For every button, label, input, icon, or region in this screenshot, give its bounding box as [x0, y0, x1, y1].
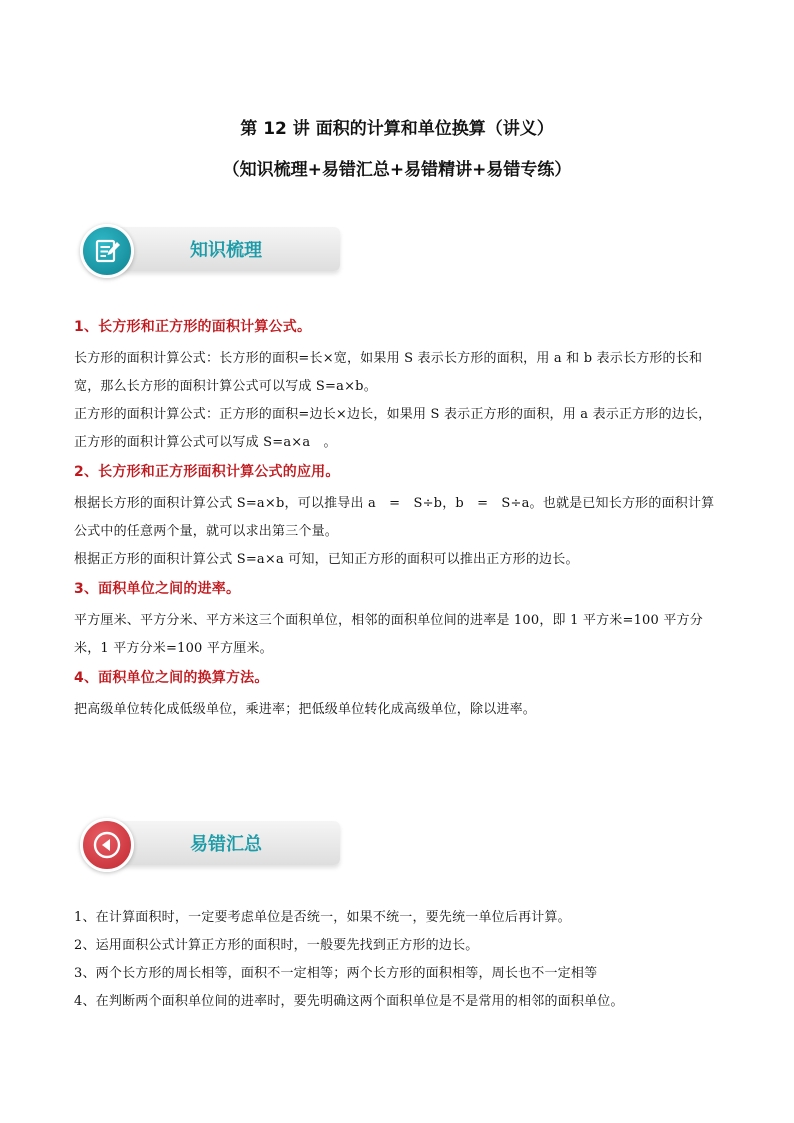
notepad-pencil-icon: [80, 224, 134, 278]
knowledge-paragraph: 把高级单位转化成低级单位，乘进率；把低级单位转化成高级单位，除以进率。: [74, 702, 537, 717]
play-left-arrow-icon: [80, 818, 134, 872]
knowledge-paragraph: 长方形的面积计算公式：长方形的面积=长×宽，如果用 S 表示长方形的面积，用 a 和 b 表示长方形的长和宽，那么长方形的面积计算公式可以写成 S=a×b。: [74, 351, 703, 394]
knowledge-content: [74, 312, 724, 724]
knowledge-heading: 3、面积单位之间的进率。: [74, 581, 241, 597]
knowledge-heading: 2、长方形和正方形面积计算公式的应用。: [74, 464, 340, 480]
section-banner-knowledge: [80, 224, 342, 278]
banner-label: 知识梳理: [190, 240, 262, 261]
error-item: 3、两个长方形的周长相等，面积不一定相等；两个长方形的面积相等，周长也不一定相等: [74, 966, 598, 981]
error-item: 2、运用面积公式计算正方形的面积时，一般要先找到正方形的边长。: [74, 938, 479, 953]
errors-content: [74, 904, 724, 1016]
page-subtitle: （知识梳理+易错汇总+易错精讲+易错专练）: [222, 160, 572, 180]
knowledge-paragraph: 平方厘米、平方分米、平方米这三个面积单位，相邻的面积单位间的进率是 100，即 1 平方米=100 平方分米，1 平方分米=100 平方厘米。: [74, 613, 703, 656]
knowledge-paragraph: 根据长方形的面积计算公式 S=a×b，可以推导出 a = S÷b，b = S÷a。也就是已知长方形的面积计算公式中的任意两个量，就可以求出第三个量。: [74, 496, 715, 539]
knowledge-paragraph: 正方形的面积计算公式：正方形的面积=边长×边长，如果用 S 表示正方形的面积，用 a 表示正方形的边长，正方形的面积计算公式可以写成 S=a×a 。: [74, 407, 712, 450]
section-banner-errors: [80, 818, 342, 872]
knowledge-heading: 1、长方形和正方形的面积计算公式。: [74, 319, 312, 335]
banner-label: 易错汇总: [190, 834, 262, 855]
error-item: 4、在判断两个面积单位间的进率时，要先明确这两个面积单位是不是常用的相邻的面积单位。: [74, 994, 624, 1009]
knowledge-paragraph: 根据正方形的面积计算公式 S=a×a 可知，已知正方形的面积可以推出正方形的边长。: [74, 552, 579, 567]
error-item: 1、在计算面积时，一定要考虑单位是否统一，如果不统一，要先统一单位后再计算。: [74, 910, 571, 925]
knowledge-heading: 4、面积单位之间的换算方法。: [74, 670, 269, 686]
page-title: 第 12 讲 面积的计算和单位换算（讲义）: [240, 119, 554, 139]
